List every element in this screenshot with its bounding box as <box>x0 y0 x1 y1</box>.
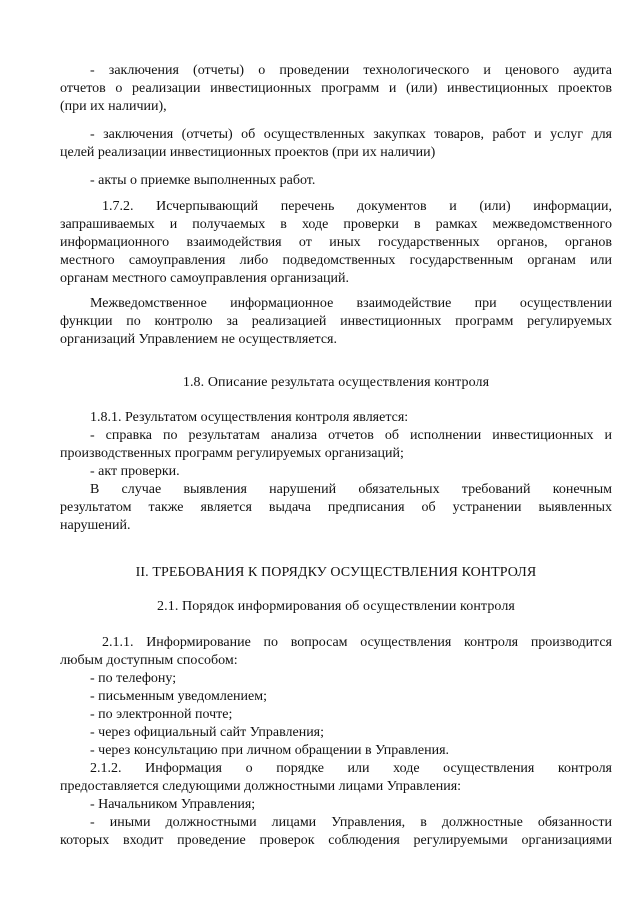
paragraph-audit-reports <box>60 62 612 116</box>
text-line: целей реализации инвестиционных проектов (при их наличии) <box>60 145 436 160</box>
text-line: - заключения (отчеты) о проведении технологического и ценового аудита <box>90 63 612 78</box>
paragraph-procurement-reports <box>60 126 612 162</box>
text-line: 2.1.1. Информирование по вопросам осуществления контроля производится <box>102 635 612 650</box>
text-line: любым доступным способом: <box>60 653 238 668</box>
list-item: - через официальный сайт Управления; <box>90 725 325 740</box>
text-line: - справка по результатам анализа отчетов об исполнении инвестиционных и <box>90 428 612 443</box>
text-line: 2.1.2. Информация о порядке или ходе осуществления контроля <box>90 761 612 776</box>
paragraph-1-7-2 <box>60 198 612 288</box>
text-line: (при их наличии), <box>60 99 167 114</box>
text-line: результатом также является выдача предписания об устранении выявленных <box>60 500 612 515</box>
list-item: - письменным уведомлением; <box>90 689 267 704</box>
text-line: - иными должностными лицами Управления, в должностные обязанности <box>90 815 612 830</box>
text-line: - акты о приемке выполненных работ. <box>90 173 316 188</box>
section-title: 2.1. Порядок информирования об осуществлении контроля <box>157 599 515 614</box>
text-line: - акт проверки. <box>90 464 180 479</box>
paragraph-interagency <box>60 295 612 349</box>
text-line: производственных программ регулируемых организаций; <box>60 446 404 461</box>
text-line: Межведомственное информационное взаимодействие при осуществлении <box>90 296 612 311</box>
list-item: - по телефону; <box>90 671 177 686</box>
text-line: запрашиваемых и получаемых в ходе проверки в рамках межведомственного <box>60 217 612 232</box>
paragraph-acceptance-acts <box>60 172 612 190</box>
chapter-heading-2 <box>60 564 612 582</box>
section-heading-2-1 <box>60 598 612 616</box>
text-line: В случае выявления нарушений обязательных требований конечным <box>90 482 612 497</box>
section-title: 1.8. Описание результата осуществления контроля <box>182 375 490 390</box>
text-line: 1.8.1. Результатом осуществления контроля является: <box>90 410 409 425</box>
text-line: которых входит проведение проверок соблюдения регулируемыми организациями <box>60 833 612 848</box>
text-line: информационного взаимодействия от иных государственных органов, органов <box>60 235 612 250</box>
text-line: организаций Управлением не осуществляется. <box>60 332 337 347</box>
text-line: нарушений. <box>60 518 131 533</box>
list-item: - через консультацию при личном обращении в Управления. <box>90 743 450 758</box>
text-line: органам местного самоуправления организаций. <box>60 271 350 286</box>
text-line: 1.7.2. Исчерпывающий перечень документов и (или) информации, <box>102 199 612 214</box>
list-item: - по электронной почте; <box>90 707 233 722</box>
text-line: местного самоуправления либо подведомственных государственным органам или <box>60 253 612 268</box>
text-line: предоставляется следующими должностными лицами Управления: <box>60 779 462 794</box>
list-item: - Начальником Управления; <box>90 797 256 812</box>
section-heading-1-8 <box>60 374 612 392</box>
chapter-title: II. ТРЕБОВАНИЯ К ПОРЯДКУ ОСУЩЕСТВЛЕНИЯ КОНТРОЛЯ <box>135 565 537 580</box>
text-line: функции по контролю за реализацией инвестиционных программ регулируемых <box>60 314 612 329</box>
text-line: - заключения (отчеты) об осуществленных закупках товаров, работ и услуг для <box>90 127 612 142</box>
paragraph-1-8-1 <box>60 409 612 535</box>
paragraph-2-1 <box>60 634 612 850</box>
text-line: отчетов о реализации инвестиционных программ и (или) инвестиционных проектов <box>60 81 612 96</box>
